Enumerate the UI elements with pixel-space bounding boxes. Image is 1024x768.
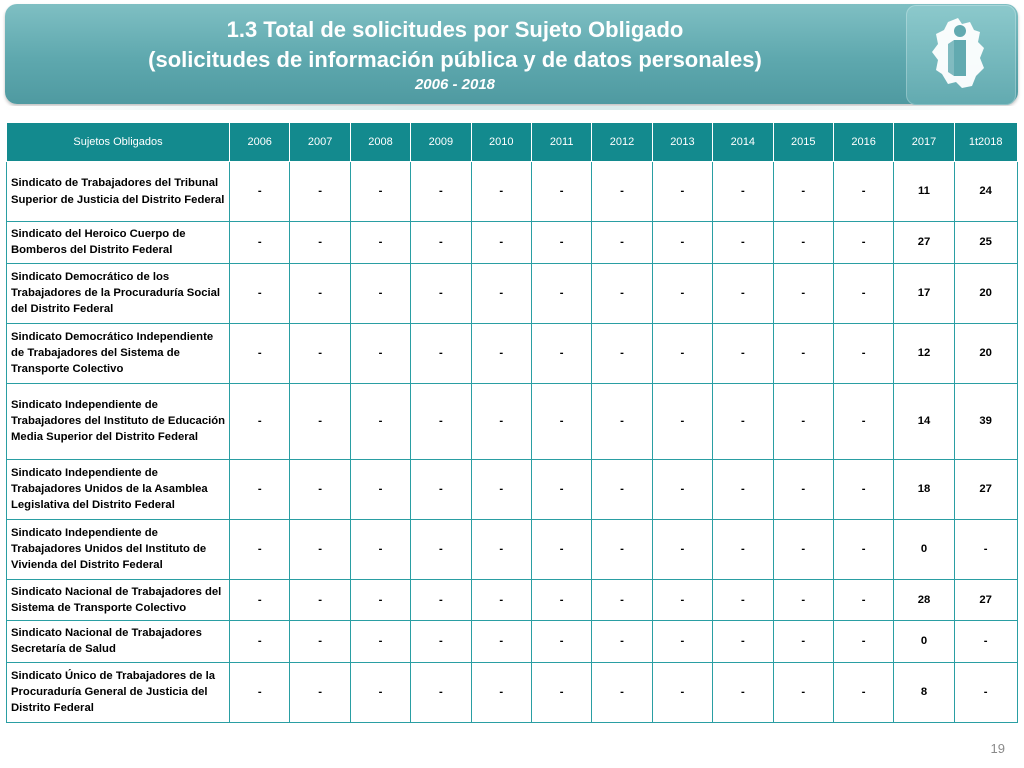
value-cell: - bbox=[411, 222, 471, 264]
value-cell: - bbox=[230, 662, 290, 722]
value-cell: - bbox=[833, 621, 893, 663]
value-cell: - bbox=[411, 662, 471, 722]
value-cell: - bbox=[652, 579, 712, 621]
value-cell: - bbox=[592, 222, 652, 264]
value-cell: 20 bbox=[954, 323, 1017, 383]
value-cell: - bbox=[773, 162, 833, 222]
table-row bbox=[7, 662, 1018, 722]
column-header-year: 2014 bbox=[713, 123, 773, 162]
column-header-year: 2015 bbox=[773, 123, 833, 162]
table-row bbox=[7, 519, 1018, 579]
value-cell: 14 bbox=[894, 383, 954, 459]
value-cell: - bbox=[592, 263, 652, 323]
value-cell: - bbox=[230, 519, 290, 579]
value-cell: - bbox=[471, 519, 531, 579]
table-row bbox=[7, 621, 1018, 663]
value-cell: - bbox=[350, 323, 410, 383]
value-cell: - bbox=[471, 383, 531, 459]
value-cell: 27 bbox=[894, 222, 954, 264]
subject-name-cell: Sindicato Nacional de Trabajadores del Sistema de Transporte Colectivo bbox=[7, 579, 230, 621]
info-logo-icon bbox=[906, 5, 1016, 105]
value-cell: - bbox=[290, 459, 350, 519]
value-cell: - bbox=[652, 162, 712, 222]
value-cell: - bbox=[773, 263, 833, 323]
table-row bbox=[7, 579, 1018, 621]
value-cell: 27 bbox=[954, 579, 1017, 621]
value-cell: - bbox=[833, 579, 893, 621]
value-cell: - bbox=[411, 323, 471, 383]
value-cell: - bbox=[230, 459, 290, 519]
subject-name-cell: Sindicato Independiente de Trabajadores Unidos del Instituto de Vivienda del Distrito Federal bbox=[7, 519, 230, 579]
column-header-year: 2007 bbox=[290, 123, 350, 162]
period-label: 2006 - 2018 bbox=[414, 76, 496, 93]
value-cell: - bbox=[773, 459, 833, 519]
value-cell: - bbox=[471, 621, 531, 663]
value-cell: - bbox=[833, 263, 893, 323]
value-cell: - bbox=[652, 662, 712, 722]
table-header-row bbox=[7, 123, 1018, 162]
value-cell: 0 bbox=[894, 621, 954, 663]
column-header-year: 1t2018 bbox=[954, 123, 1017, 162]
value-cell: 20 bbox=[954, 263, 1017, 323]
value-cell: - bbox=[230, 579, 290, 621]
subject-name-cell: Sindicato del Heroico Cuerpo de Bomberos del Distrito Federal bbox=[7, 222, 230, 264]
value-cell: 11 bbox=[894, 162, 954, 222]
value-cell: - bbox=[411, 459, 471, 519]
value-cell: - bbox=[954, 621, 1017, 663]
value-cell: - bbox=[411, 519, 471, 579]
value-cell: - bbox=[773, 323, 833, 383]
page-subtitle: (solicitudes de información pública y de datos personales) bbox=[148, 47, 762, 72]
value-cell: - bbox=[290, 383, 350, 459]
value-cell: - bbox=[652, 263, 712, 323]
column-header-year: 2016 bbox=[833, 123, 893, 162]
value-cell: - bbox=[230, 323, 290, 383]
value-cell: - bbox=[350, 263, 410, 323]
divider bbox=[0, 106, 1024, 110]
value-cell: - bbox=[230, 162, 290, 222]
value-cell: - bbox=[954, 519, 1017, 579]
value-cell: - bbox=[290, 519, 350, 579]
value-cell: - bbox=[230, 383, 290, 459]
value-cell: 39 bbox=[954, 383, 1017, 459]
value-cell: - bbox=[833, 383, 893, 459]
value-cell: - bbox=[350, 459, 410, 519]
value-cell: - bbox=[713, 459, 773, 519]
value-cell: - bbox=[290, 621, 350, 663]
value-cell: 17 bbox=[894, 263, 954, 323]
value-cell: - bbox=[592, 323, 652, 383]
value-cell: - bbox=[411, 162, 471, 222]
value-cell: - bbox=[531, 519, 591, 579]
subject-name-cell: Sindicato Independiente de Trabajadores Unidos de la Asamblea Legislativa del Distrito Federal bbox=[7, 459, 230, 519]
value-cell: - bbox=[773, 662, 833, 722]
value-cell: - bbox=[531, 263, 591, 323]
value-cell: - bbox=[350, 222, 410, 264]
value-cell: - bbox=[290, 662, 350, 722]
value-cell: - bbox=[592, 459, 652, 519]
column-header-year: 2009 bbox=[411, 123, 471, 162]
value-cell: 24 bbox=[954, 162, 1017, 222]
value-cell: - bbox=[350, 383, 410, 459]
column-header-subject: Sujetos Obligados bbox=[7, 123, 230, 162]
value-cell: - bbox=[471, 222, 531, 264]
value-cell: - bbox=[471, 162, 531, 222]
value-cell: - bbox=[350, 519, 410, 579]
requests-table bbox=[6, 122, 1018, 723]
value-cell: - bbox=[833, 162, 893, 222]
subject-name-cell: Sindicato Nacional de Trabajadores Secretaría de Salud bbox=[7, 621, 230, 663]
value-cell: - bbox=[411, 263, 471, 323]
value-cell: - bbox=[411, 383, 471, 459]
value-cell: - bbox=[592, 383, 652, 459]
value-cell: 8 bbox=[894, 662, 954, 722]
value-cell: - bbox=[652, 519, 712, 579]
value-cell: - bbox=[833, 662, 893, 722]
value-cell: - bbox=[471, 263, 531, 323]
value-cell: - bbox=[713, 621, 773, 663]
column-header-year: 2008 bbox=[350, 123, 410, 162]
value-cell: 28 bbox=[894, 579, 954, 621]
column-header-year: 2006 bbox=[230, 123, 290, 162]
table-row bbox=[7, 162, 1018, 222]
value-cell: - bbox=[713, 662, 773, 722]
subject-name-cell: Sindicato Democrático de los Trabajadores de la Procuraduría Social del Distrito Federal bbox=[7, 263, 230, 323]
value-cell: - bbox=[652, 383, 712, 459]
value-cell: - bbox=[531, 222, 591, 264]
value-cell: - bbox=[954, 662, 1017, 722]
value-cell: 12 bbox=[894, 323, 954, 383]
value-cell: - bbox=[531, 323, 591, 383]
value-cell: - bbox=[652, 459, 712, 519]
subject-name-cell: Sindicato Único de Trabajadores de la Procuraduría General de Justicia del Distrito Federal bbox=[7, 662, 230, 722]
value-cell: - bbox=[290, 222, 350, 264]
value-cell: - bbox=[713, 383, 773, 459]
value-cell: - bbox=[230, 621, 290, 663]
value-cell: - bbox=[531, 621, 591, 663]
title-banner bbox=[5, 4, 1018, 104]
value-cell: - bbox=[411, 579, 471, 621]
value-cell: 18 bbox=[894, 459, 954, 519]
value-cell: - bbox=[713, 263, 773, 323]
value-cell: - bbox=[773, 222, 833, 264]
title-block bbox=[5, 4, 905, 95]
value-cell: - bbox=[592, 579, 652, 621]
value-cell: - bbox=[290, 323, 350, 383]
value-cell: - bbox=[471, 579, 531, 621]
value-cell: - bbox=[230, 263, 290, 323]
value-cell: - bbox=[350, 579, 410, 621]
value-cell: - bbox=[471, 323, 531, 383]
value-cell: - bbox=[592, 162, 652, 222]
table-row bbox=[7, 263, 1018, 323]
value-cell: - bbox=[592, 662, 652, 722]
value-cell: - bbox=[713, 222, 773, 264]
value-cell: - bbox=[471, 459, 531, 519]
value-cell: 25 bbox=[954, 222, 1017, 264]
value-cell: - bbox=[773, 519, 833, 579]
value-cell: - bbox=[713, 519, 773, 579]
value-cell: - bbox=[773, 579, 833, 621]
column-header-year: 2012 bbox=[592, 123, 652, 162]
column-header-year: 2013 bbox=[652, 123, 712, 162]
value-cell: - bbox=[531, 662, 591, 722]
value-cell: - bbox=[592, 519, 652, 579]
table-row bbox=[7, 222, 1018, 264]
value-cell: - bbox=[713, 323, 773, 383]
page-number: 19 bbox=[990, 741, 1005, 756]
value-cell: - bbox=[531, 383, 591, 459]
value-cell: - bbox=[531, 459, 591, 519]
table-row bbox=[7, 459, 1018, 519]
value-cell: - bbox=[713, 162, 773, 222]
column-header-year: 2010 bbox=[471, 123, 531, 162]
table-row bbox=[7, 383, 1018, 459]
value-cell: 27 bbox=[954, 459, 1017, 519]
subject-name-cell: Sindicato Independiente de Trabajadores del Instituto de Educación Media Superior del Distrito Federal bbox=[7, 383, 230, 459]
value-cell: - bbox=[713, 579, 773, 621]
value-cell: - bbox=[833, 222, 893, 264]
column-header-year: 2011 bbox=[531, 123, 591, 162]
value-cell: - bbox=[652, 222, 712, 264]
value-cell: - bbox=[833, 519, 893, 579]
column-header-year: 2017 bbox=[894, 123, 954, 162]
value-cell: - bbox=[290, 162, 350, 222]
value-cell: - bbox=[652, 323, 712, 383]
page-title: 1.3 Total de solicitudes por Sujeto Obligado bbox=[226, 17, 684, 42]
value-cell: - bbox=[290, 263, 350, 323]
value-cell: - bbox=[411, 621, 471, 663]
value-cell: - bbox=[531, 162, 591, 222]
value-cell: 0 bbox=[894, 519, 954, 579]
value-cell: - bbox=[531, 579, 591, 621]
value-cell: - bbox=[471, 662, 531, 722]
value-cell: - bbox=[290, 579, 350, 621]
table-row bbox=[7, 323, 1018, 383]
value-cell: - bbox=[652, 621, 712, 663]
subject-name-cell: Sindicato de Trabajadores del Tribunal Superior de Justicia del Distrito Federal bbox=[7, 162, 230, 222]
value-cell: - bbox=[833, 323, 893, 383]
value-cell: - bbox=[773, 383, 833, 459]
value-cell: - bbox=[592, 621, 652, 663]
value-cell: - bbox=[773, 621, 833, 663]
subject-name-cell: Sindicato Democrático Independiente de Trabajadores del Sistema de Transporte Colectivo bbox=[7, 323, 230, 383]
value-cell: - bbox=[350, 662, 410, 722]
value-cell: - bbox=[833, 459, 893, 519]
value-cell: - bbox=[230, 222, 290, 264]
value-cell: - bbox=[350, 621, 410, 663]
value-cell: - bbox=[350, 162, 410, 222]
